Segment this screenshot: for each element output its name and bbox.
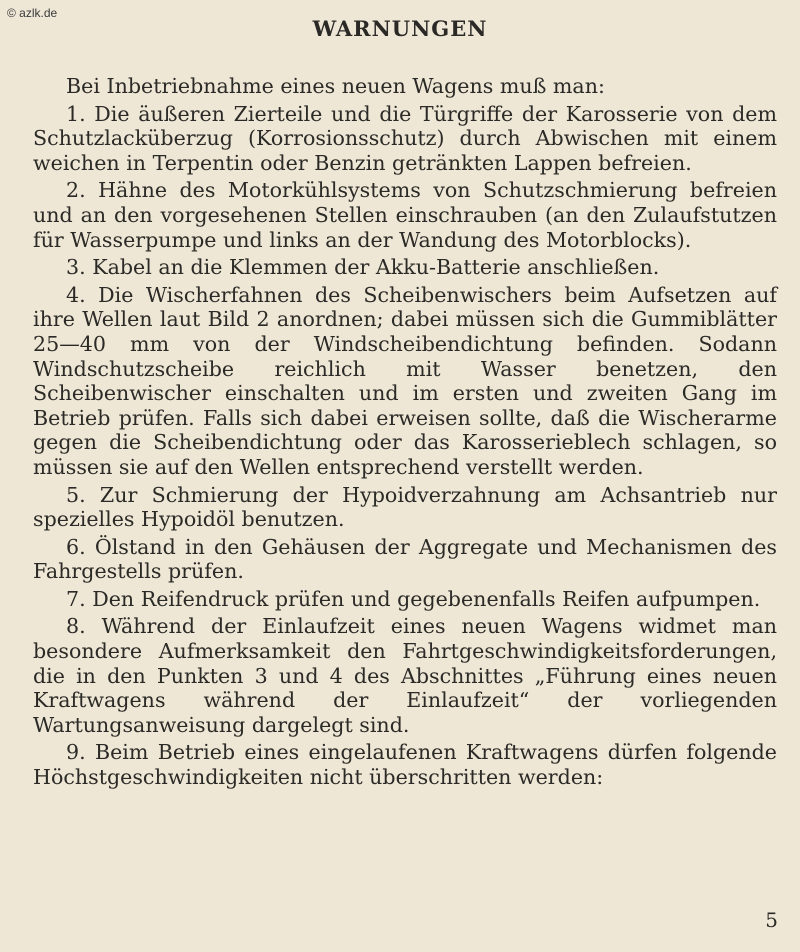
list-item-7: 7. Den Reifendruck prüfen und gegebenenfalls Reifen aufpumpen. — [66, 586, 761, 611]
list-item-3: 3. Kabel an die Klemmen der Akku-Batterie anschließen. — [66, 255, 660, 280]
page-number: 5 — [765, 908, 778, 932]
list-item-6: 6. Ölstand in den Gehäusen der Aggregate und Mechanismen des Fahrgestells prüfen. — [33, 534, 777, 584]
document-body — [33, 74, 777, 793]
list-item-5: 5. Zur Schmierung der Hypoidverzahnung am Achsantrieb nur spezielles Hypoidöl benutzen. — [33, 482, 777, 532]
list-item-8: 8. Während der Einlaufzeit eines neuen Wagens widmet man besondere Aufmerksamkeit den Fahrtgeschwindigkeitsforderungen, die in den Punkten 3 und 4 des Abschnittes „Führung eines neuen Kraftwagens während der Einlaufzeit“ der vorliegenden Wartungsanweisung dargelegt sind. — [33, 614, 777, 737]
list-item-2: 2. Hähne des Motorkühlsystems von Schutzschmierung befreien und an den vorgesehenen Stellen einschrauben (an den Zulaufstutzen für Wasserpumpe und links an der Wandung des Motorblocks). — [33, 178, 777, 252]
list-item-4: 4. Die Wischerfahnen des Scheibenwischers beim Aufsetzen auf ihre Wellen laut Bild 2 anordnen; dabei müssen sich die Gummiblätter 25—40 mm von der Windscheibendichtung befinden. Sodann Windschutzscheibe reichlich mit Wasser benetzen, den Scheibenwischer einschalten und im ersten und zweiten Gang im Betrieb prüfen. Falls sich dabei erweisen sollte, daß die Wischerarme gegen die Scheibendichtung oder das Karosserieblech schlagen, so müssen sie auf den Wellen entsprechend verstellt werden. — [33, 282, 777, 479]
intro-paragraph: Bei Inbetriebnahme eines neuen Wagens muß man: — [66, 74, 605, 98]
list-item-1: 1. Die äußeren Zierteile und die Türgriffe der Karosserie von dem Schutzlacküberzug (Korrosionsschutz) durch Abwischen mit einem weichen in Terpentin oder Benzin getränkten Lappen befreien. — [33, 101, 777, 175]
page-title: WARNUNGEN — [312, 16, 488, 41]
list-item-9: 9. Beim Betrieb eines eingelaufenen Kraftwagens dürfen folgende Höchstgeschwindigkeiten nicht überschritten werden: — [33, 740, 777, 790]
watermark: © azlk.de — [7, 6, 58, 20]
